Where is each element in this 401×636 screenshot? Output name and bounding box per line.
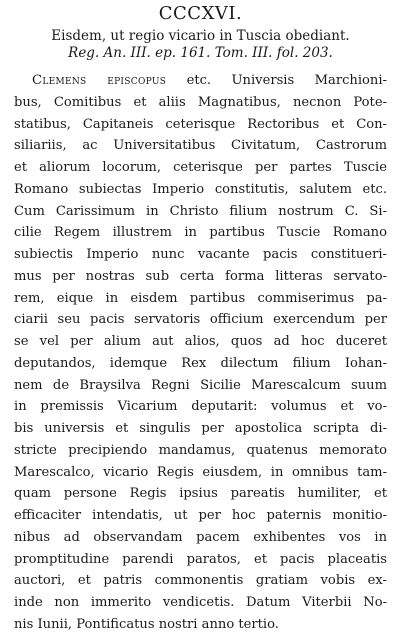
body-line: Marescalco, vicario Regis eiusdem, in omnibus tam- [14, 464, 387, 480]
body-line: subiectis Imperio nunc vacante pacis constitueri- [14, 247, 387, 262]
body-line: nis Iunii, Pontificatus nostri anno tertio. [14, 616, 279, 632]
body-line: Cum Carissimum in Christo filium nostrum C. Si- [14, 203, 387, 219]
body-line: nem de Braysilva Regni Sicilie Marescalcum suum [14, 377, 387, 393]
body-line-text: etc. Universis Marchioni- [166, 73, 387, 88]
opening-words: Clemens episcopus [32, 73, 167, 88]
body-line: deputandos, idemque Rex dilectum filium Iohan- [14, 355, 387, 371]
body-line: nibus ad observandam pacem exhibentes vos in [14, 529, 387, 545]
body-line: ciarii seu pacis servatoris officium exercendum per [14, 312, 387, 328]
body-line: mus per nostras sub certa forma litteras servato- [14, 268, 387, 284]
body-line: Romano subiectas Imperio constitutis, salutem etc. [14, 181, 387, 197]
document-source-reference: Reg. An. III. ep. 161. Tom. III. fol. 203. [68, 45, 333, 61]
body-line [14, 70, 387, 92]
body-line: in premissis Vicarium deputarit: volumus et vo- [14, 399, 387, 415]
body-line: se vel per alium aut alios, quos ad hoc duceret [14, 334, 387, 349]
body-line: inde non immerito vendicetis. Datum Viterbii No- [14, 595, 387, 610]
body-line: bis universis et singulis per apostolica scripta di- [14, 421, 387, 436]
body-line: stricte precipiendo mandamus, quatenus memorato [14, 442, 387, 458]
document-heading: Eisdem, ut regio vicario in Tuscia obediant. [51, 28, 350, 44]
body-line: auctori, et patris commonentis gratiam vobis ex- [14, 573, 387, 589]
document-body [14, 70, 387, 636]
body-line: bus, Comitibus et aliis Magnatibus, necnon Pote- [14, 94, 387, 110]
body-line: quam persone Regis ipsius pareatis humiliter, et [14, 486, 387, 502]
body-line: promptitudine parendi paratos, et pacis placeatis [14, 551, 387, 567]
document-number: CCCXVI. [158, 3, 243, 24]
body-line: siliariis, ac Universitatibus Civitatum, Castrorum [14, 138, 387, 154]
body-line: cilie Regem illustrem in partibus Tuscie Romano [14, 225, 387, 241]
body-line: rem, eique in eisdem partibus commiserimus pa- [14, 290, 387, 306]
body-line: efficaciter intendatis, ut per hoc paternis monitio- [14, 508, 387, 523]
body-line: et aliorum locorum, ceterisque per partes Tuscie [14, 160, 387, 175]
body-line: statibus, Capitaneis ceterisque Rectoribus et Con- [14, 116, 387, 132]
